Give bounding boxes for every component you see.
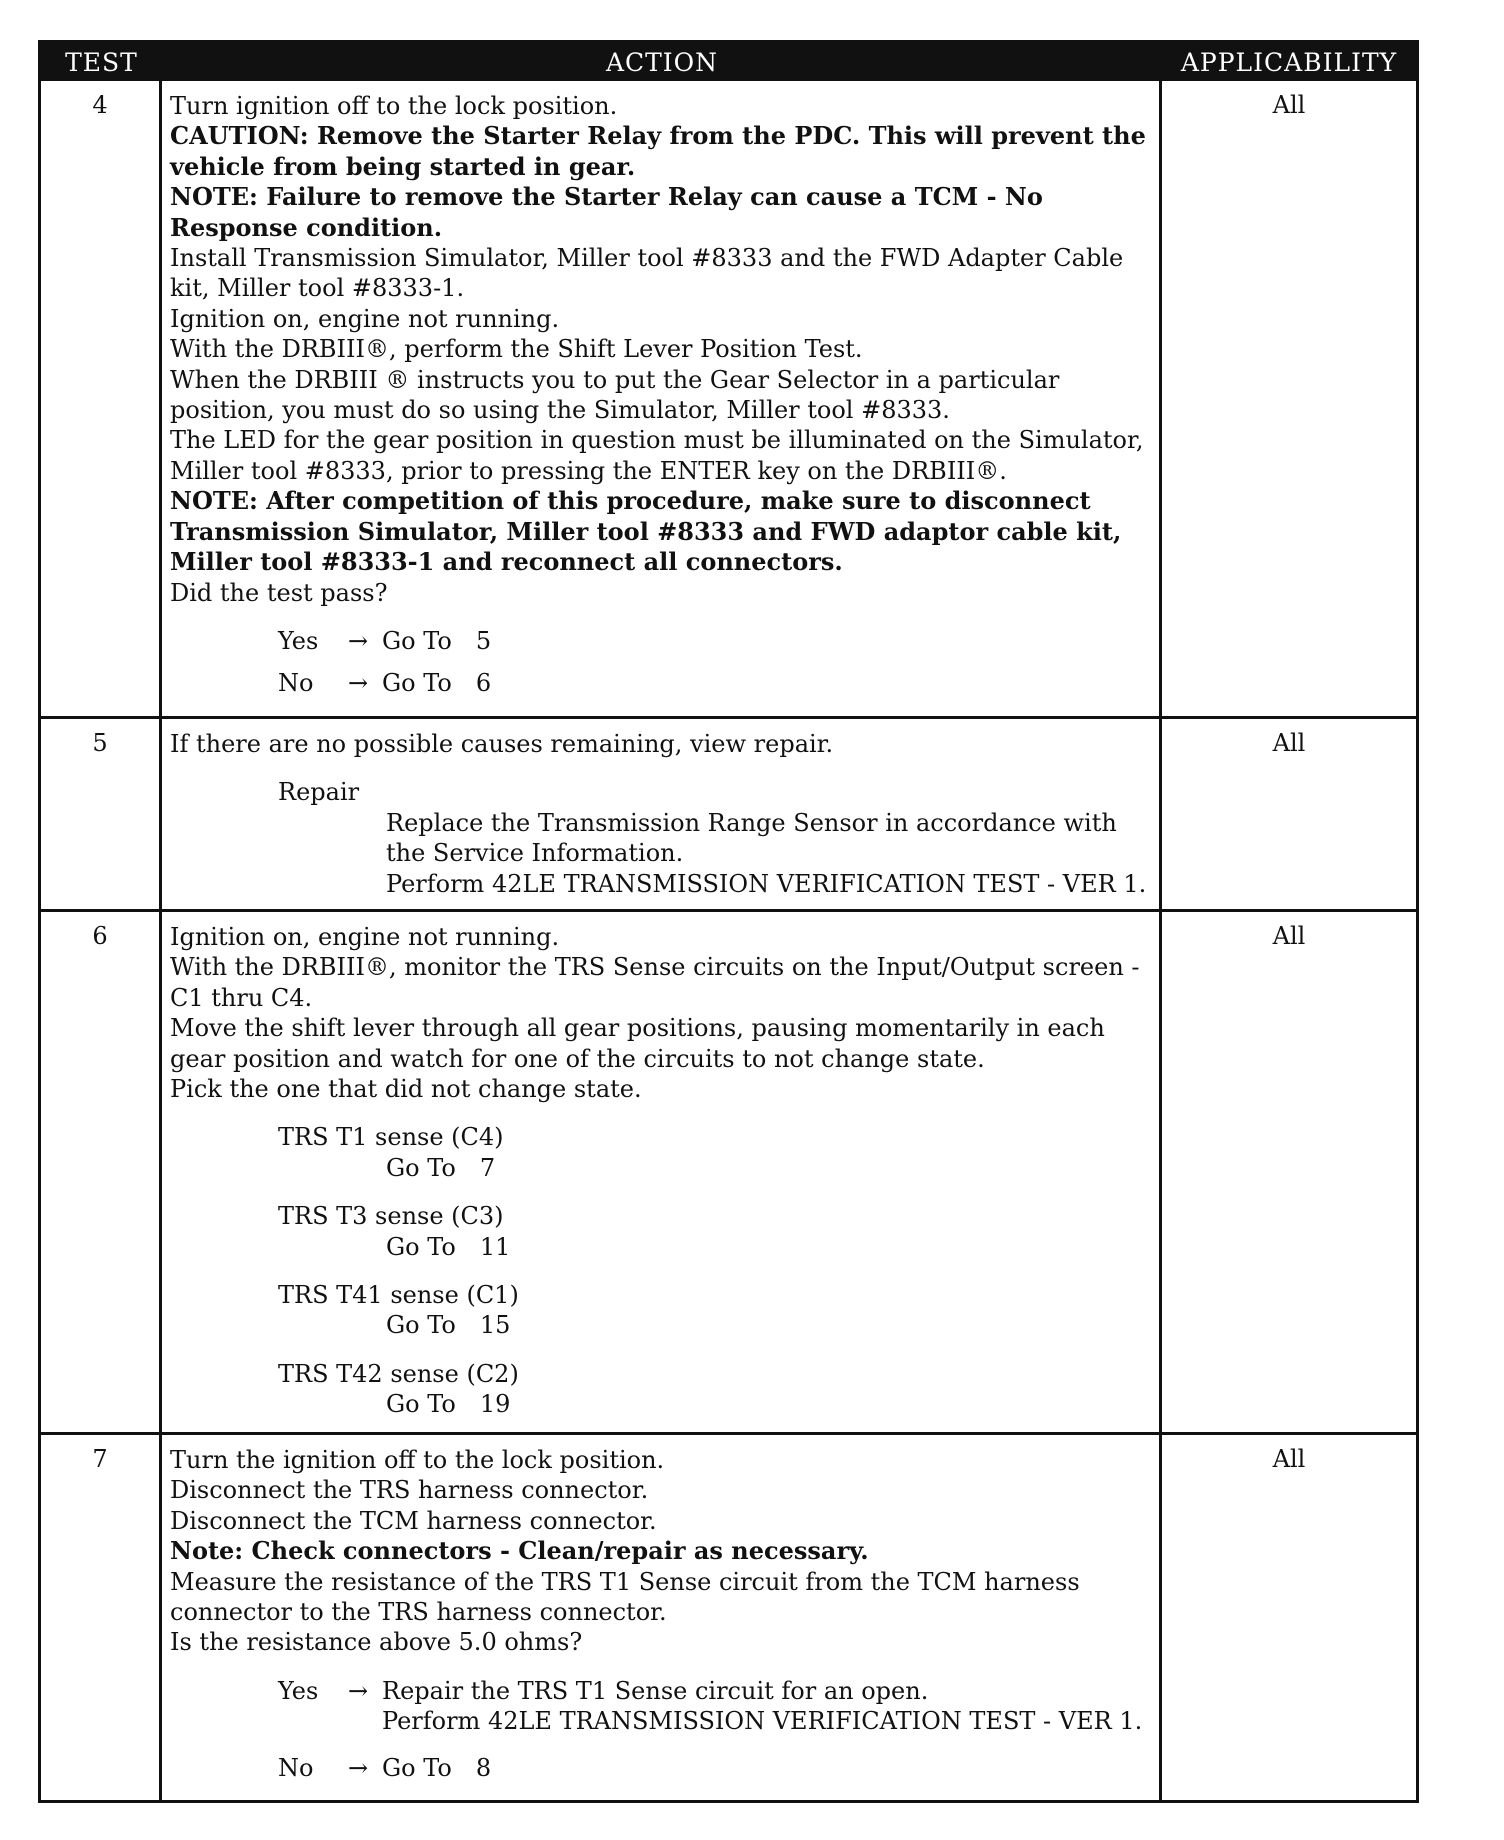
sense-option-label: TRS T41 sense (C1)	[278, 1281, 519, 1310]
test-number: 6	[41, 912, 162, 1432]
repair-text: Repair the TRS T1 Sense circuit for an open.	[382, 1676, 929, 1705]
action-cell	[162, 1435, 1162, 1800]
choice-yes	[278, 1676, 1151, 1737]
applicability-cell: All	[1272, 922, 1306, 950]
action-line: With the DRBIII®, perform the Shift Lever Position Test.	[170, 335, 863, 364]
choice-no	[278, 1753, 1151, 1783]
goto-text: Go To	[382, 626, 452, 655]
action-line: Turn ignition off to the lock position.	[170, 92, 618, 120]
repair-text: Perform 42LE TRANSMISSION VERIFICATION TEST - VER 1.	[382, 1707, 1143, 1736]
table-row-test-7	[41, 1432, 1416, 1800]
sense-option-goto	[386, 1232, 1151, 1262]
action-line: Disconnect the TCM harness connector.	[170, 1506, 657, 1535]
arrow-icon: →	[347, 669, 369, 698]
arrow-icon: →	[347, 626, 369, 655]
arrow-icon: →	[347, 1753, 369, 1782]
sense-option-label: TRS T3 sense (C3)	[278, 1202, 504, 1231]
goto-link[interactable]: 7	[479, 1153, 496, 1182]
goto-link[interactable]: 19	[479, 1390, 511, 1419]
action-line: The LED for the gear position in question must be illuminated on the Simulator, Miller tool #8333, prior to pressing the ENTER key on the DRBIII®.	[170, 426, 1144, 485]
goto-text: Go To	[386, 1153, 456, 1182]
applicability-cell: All	[1272, 729, 1306, 757]
action-line: When the DRBIII ® instructs you to put the Gear Selector in a particular position, you must do so using the Simulator, Miller tool #8333.	[170, 365, 1060, 425]
action-line: Measure the resistance of the TRS T1 Sense circuit from the TCM harness connector to the TRS harness connector.	[170, 1567, 1080, 1627]
sense-option-label: TRS T1 sense (C4)	[278, 1123, 504, 1152]
test-number: 5	[41, 719, 162, 909]
choice-answer: No	[278, 1753, 314, 1782]
repair-text: Perform 42LE TRANSMISSION VERIFICATION TEST - VER 1.	[386, 869, 1147, 898]
arrow-icon: →	[347, 1676, 369, 1705]
applicability-cell: All	[1272, 1445, 1306, 1473]
goto-link[interactable]: 6	[475, 669, 492, 698]
diagnostic-table	[38, 40, 1419, 1803]
choice-result	[382, 1676, 1142, 1737]
table-row-test-4	[41, 81, 1416, 716]
test-number: 4	[41, 81, 162, 716]
sense-option-goto	[386, 1153, 1151, 1183]
sense-option-label: TRS T42 sense (C2)	[278, 1359, 519, 1388]
goto-text: Go To	[382, 1753, 452, 1782]
goto-link[interactable]: 11	[479, 1232, 511, 1261]
action-line: With the DRBIII®, monitor the TRS Sense circuits on the Input/Output screen - C1 thru C4.	[170, 953, 1140, 1012]
question-text: Is the resistance above 5.0 ohms?	[170, 1628, 583, 1657]
note-text: NOTE: Failure to remove the Starter Relay can cause a TCM - No Response condition.	[170, 182, 1043, 242]
note-text: NOTE: After competition of this procedure, make sure to disconnect Transmission Simulator, Miller tool #8333 and FWD adaptor cable kit, Miller tool #8333-1 and reconnect all connectors.	[170, 486, 1122, 577]
action-cell	[162, 81, 1162, 716]
question-text: Did the test pass?	[170, 578, 388, 607]
header-test: TEST	[65, 47, 138, 77]
choice-answer: Yes	[278, 626, 319, 655]
goto-text: Go To	[386, 1232, 456, 1261]
header-applicability: APPLICABILITY	[1180, 47, 1398, 77]
action-cell	[162, 719, 1162, 909]
action-line: Install Transmission Simulator, Miller tool #8333 and the FWD Adapter Cable kit, Miller tool #8333-1.	[170, 244, 1124, 303]
test-number: 7	[41, 1435, 162, 1800]
goto-link[interactable]: 8	[475, 1753, 492, 1782]
goto-text: Go To	[386, 1390, 456, 1419]
action-line: Ignition on, engine not running.	[170, 304, 560, 333]
action-line: Move the shift lever through all gear positions, pausing momentarily in each gear position and watch for one of the circuits to not change state.	[170, 1014, 1105, 1073]
repair-text: Replace the Transmission Range Sensor in accordance with the Service Information.	[386, 808, 1117, 868]
action-line: If there are no possible causes remaining, view repair.	[170, 730, 834, 758]
goto-link[interactable]: 15	[479, 1311, 511, 1340]
goto-text: Go To	[386, 1311, 456, 1340]
caution-text: CAUTION: Remove the Starter Relay from the PDC. This will prevent the vehicle from being started in gear.	[170, 121, 1146, 181]
sense-option-goto	[386, 1389, 1151, 1419]
choice-no	[278, 668, 1151, 698]
action-line: Turn the ignition off to the lock position.	[170, 1446, 665, 1474]
table-header	[41, 43, 1416, 81]
goto-text: Go To	[382, 669, 452, 698]
choice-yes	[278, 626, 1151, 656]
repair-label: Repair	[278, 778, 360, 807]
choice-answer: No	[278, 669, 314, 698]
action-line: Pick the one that did not change state.	[170, 1075, 642, 1104]
goto-link[interactable]: 5	[475, 626, 492, 655]
choice-answer: Yes	[278, 1676, 319, 1705]
note-text: Note: Check connectors - Clean/repair as necessary.	[170, 1536, 869, 1566]
action-line: Disconnect the TRS harness connector.	[170, 1476, 649, 1505]
header-action: ACTION	[605, 47, 719, 77]
applicability-cell: All	[1272, 91, 1306, 119]
sense-option-goto	[386, 1310, 1151, 1340]
table-row-test-5	[41, 716, 1416, 909]
table-row-test-6	[41, 909, 1416, 1432]
action-line: Ignition on, engine not running.	[170, 923, 560, 951]
action-cell	[162, 912, 1162, 1432]
